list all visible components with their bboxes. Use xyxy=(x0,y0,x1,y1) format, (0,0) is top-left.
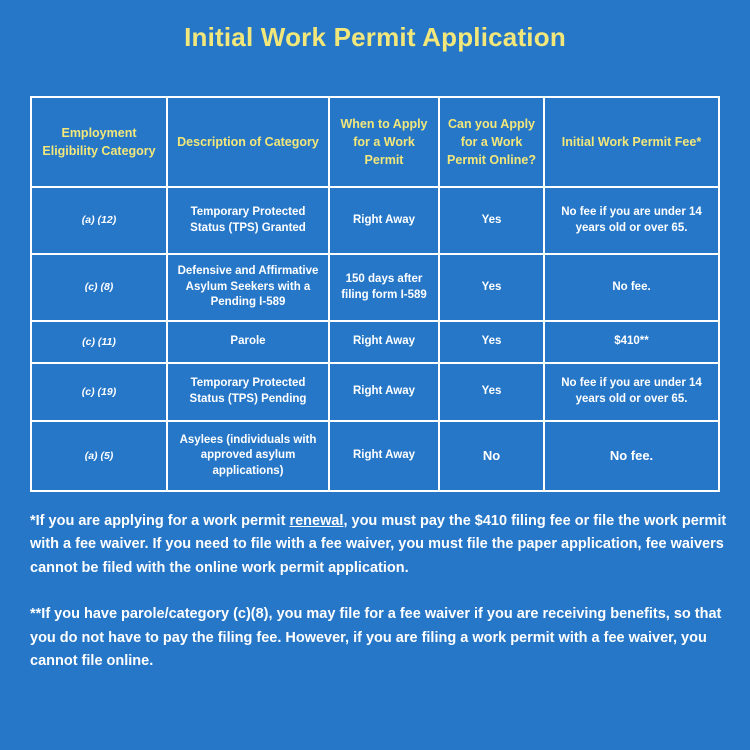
category-cell: (c) (19) xyxy=(31,363,167,421)
footnotes xyxy=(30,510,730,674)
description-cell: Temporary Protected Status (TPS) Pending xyxy=(167,363,329,421)
table-row xyxy=(31,363,719,421)
renewal-emphasis: renewal xyxy=(289,513,344,529)
description-cell: Temporary Protected Status (TPS) Granted xyxy=(167,187,329,254)
fee-cell: No fee if you are under 14 years old or over 65. xyxy=(544,187,719,254)
work-permit-table xyxy=(30,96,720,492)
fee-cell: No fee. xyxy=(544,421,719,491)
table-row xyxy=(31,321,719,363)
footnote-renewal xyxy=(30,510,730,580)
header-apply-online: Can you Apply for a Work Permit Online? xyxy=(439,97,544,187)
category-cell: (c) (11) xyxy=(31,321,167,363)
when-cell: Right Away xyxy=(329,421,439,491)
category-cell: (a) (5) xyxy=(31,421,167,491)
footnote-renewal-text-end: , you must pay the $410 filing fee or file the work permit with a fee waiver. If you need to file with a fee waiver, you must file the paper application, fee waivers cannot be filed with the online work permit application. xyxy=(30,513,727,576)
header-initial-fee: Initial Work Permit Fee* xyxy=(544,97,719,187)
category-cell: (a) (12) xyxy=(31,187,167,254)
fee-cell: No fee. xyxy=(544,254,719,321)
when-cell: Right Away xyxy=(329,187,439,254)
category-cell: (c) (8) xyxy=(31,254,167,321)
header-employment-eligibility-category: Employment Eligibility Category xyxy=(31,97,167,187)
online-cell: Yes xyxy=(439,321,544,363)
header-when-to-apply: When to Apply for a Work Permit xyxy=(329,97,439,187)
online-cell: Yes xyxy=(439,187,544,254)
online-cell: Yes xyxy=(439,363,544,421)
table-row xyxy=(31,187,719,254)
page-title: Initial Work Permit Application xyxy=(184,22,566,52)
table-row xyxy=(31,421,719,491)
description-cell: Asylees (individuals with approved asylum applications) xyxy=(167,421,329,491)
fee-cell: No fee if you are under 14 years old or over 65. xyxy=(544,363,719,421)
footnote-parole-fee-waiver: **If you have parole/category (c)(8), you may file for a fee waiver if you are receiving benefits, so that you do not have to pay the filing fee. However, if you are filing a work permit with a fee waiver, you cannot file online. xyxy=(30,606,722,670)
when-cell: 150 days after filing form I-589 xyxy=(329,254,439,321)
header-description-of-category: Description of Category xyxy=(167,97,329,187)
when-cell: Right Away xyxy=(329,321,439,363)
online-cell: Yes xyxy=(439,254,544,321)
footnote-renewal-text-start: *If you are applying for a work permit xyxy=(30,513,290,529)
description-cell: Parole xyxy=(167,321,329,363)
online-cell: No xyxy=(439,421,544,491)
fee-cell: $410** xyxy=(544,321,719,363)
description-cell: Defensive and Affirmative Asylum Seekers with a Pending I-589 xyxy=(167,254,329,321)
table-row xyxy=(31,254,719,321)
when-cell: Right Away xyxy=(329,363,439,421)
table-header-row xyxy=(31,97,719,187)
